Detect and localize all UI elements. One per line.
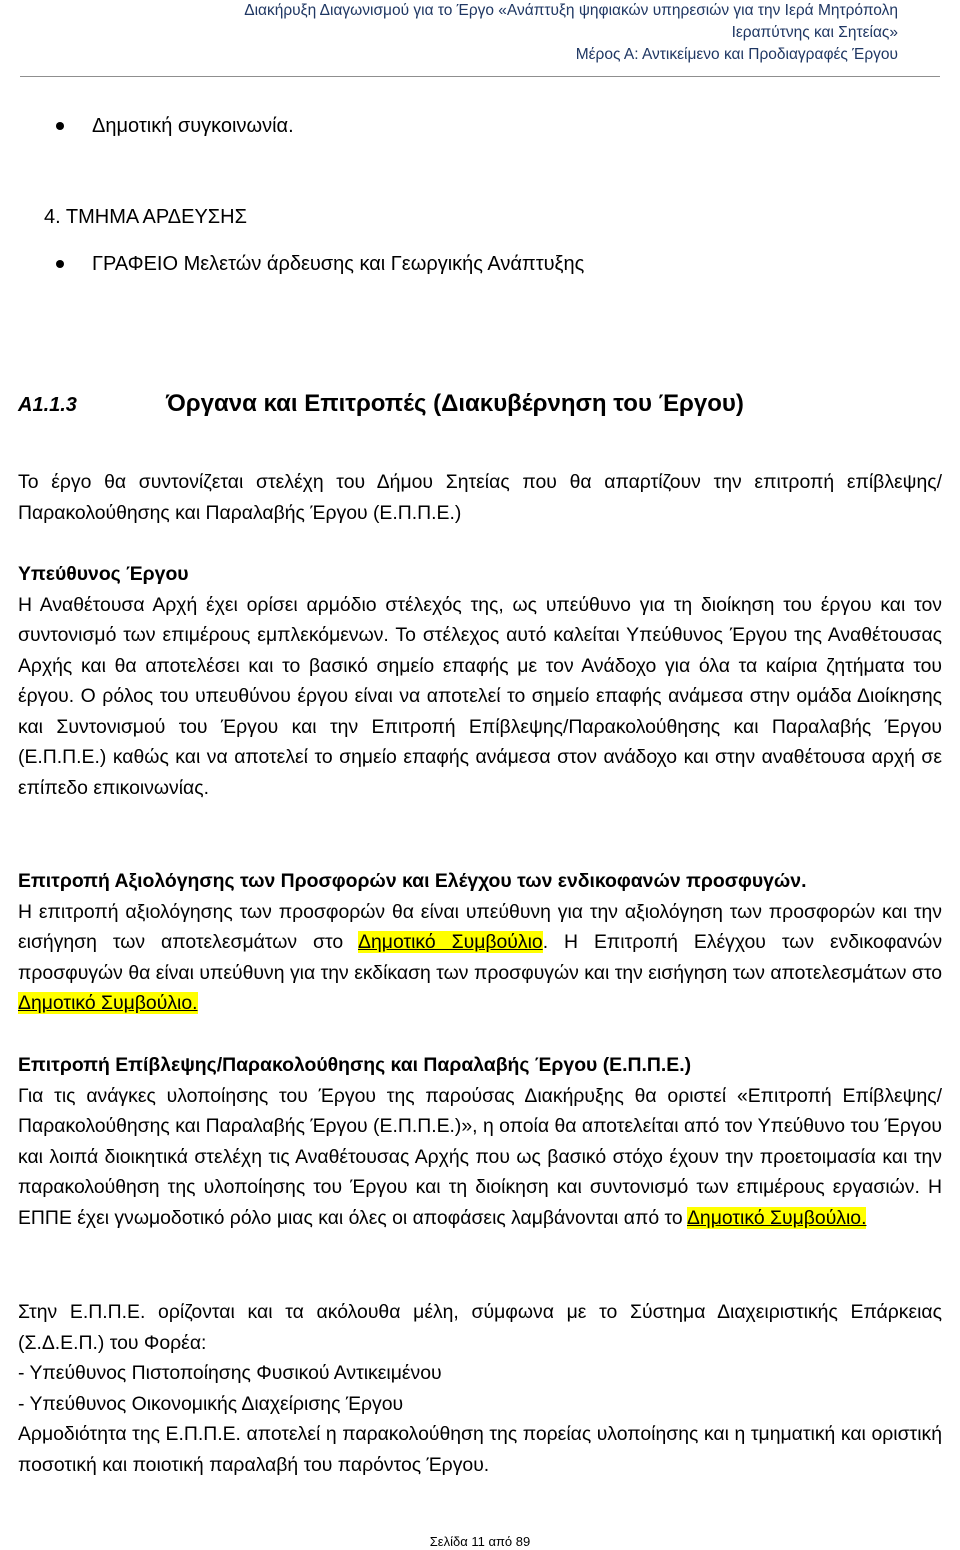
supervision-committee-body — [18, 1081, 942, 1234]
highlighted-council-3: Δημοτικό Συμβούλιο. — [686, 1206, 867, 1229]
members-section — [18, 1297, 942, 1480]
header-line-1: Διακήρυξη Διαγωνισμού για το Έργο «Ανάπτυξη ψηφιακών υπηρεσιών για την Ιερά Μητρόπολη — [244, 2, 898, 19]
intro-text: Το έργο θα συντονίζεται στελέχη του Δήμου Σητείας που θα απαρτίζουν την επιτροπή επίβλεψης/ Παρακολούθησης και Παραλαβής Έργου (Ε.Π.Π.Ε.) — [18, 471, 942, 524]
bullet-text: Δημοτική συγκοινωνία. — [92, 115, 294, 137]
evaluation-committee-heading: Επιτροπή Αξιολόγησης των Προσφορών και Ελέγχου των ενδικοφανών προσφυγών. — [18, 870, 807, 892]
section-title: Όργανα και Επιτροπές (Διακυβέρνηση του Έργου) — [166, 390, 744, 417]
evaluation-text-2: . Η Επιτροπή Ελέγχου των ενδικοφανών προσφυγών θα είναι υπεύθυνη για την εκδίκαση των προσφυγών και την εισήγηση των αποτελεσμάτων στο — [18, 931, 943, 984]
project-manager-body: Η Αναθέτουσα Αρχή έχει ορίσει αρμόδιο στέλεχός της, ως υπεύθυνο για τη διοίκηση του έργου και τον συντονισμό των επιμέρους εμπλεκόμενων. Το στέλεχος αυτό καλείται Υπεύθυνος Έργου της Αναθέτουσας Αρχής και θα αποτελέσει και το βασικό σημείο επαφής με τον Ανάδοχο για όλα τα καίρια ζητήματα του έργου. Ο ρόλος του υπευθύνου έργου είναι να αποτελεί το σημείο επαφής ανάμεσα στην ομάδα Διοίκησης και Συντονισμού του Έργου και την Επιτροπή Επίβλεψης/Παρακολούθησης και Παραλαβής Έργου (Ε.Π.Π.Ε.) καθώς και να αποτελεί το σημείο επαφής ανάμεσα στον ανάδοχο και στην αναθέτουσα αρχή σε επίπεδο επικοινωνίας. — [18, 593, 942, 799]
supervision-committee-section — [18, 1050, 942, 1233]
section-number: Α1.1.3 — [18, 394, 77, 416]
supervision-text: Για τις ανάγκες υλοποίησης του Έργου της παρούσας Διακήρυξης θα οριστεί «Επιτροπή Επίβλεψης/Παρακολούθησης και Παραλαβής Έργου (Ε.Π.Π.Ε.)», η οποία θα αποτελείται από τον Υπεύθυνο του Έργου και λοιπά διοικητικά στελέχη τις Αναθέτουσας Αρχής που ως βασικό στόχο έχουν την προετοιμασία και την παρακολούθηση της υλοποίησης του Έργου και τη διοίκηση και συντονισμό των επιμέρους εργασιών. Η ΕΠΠΕ έχει γνωμοδοτικό ρόλο μιας και όλες οι αποφάσεις λαμβάνονται από το — [18, 1084, 942, 1229]
department-heading: 4. ΤΜΗΜΑ ΑΡΔΕΥΣΗΣ — [44, 206, 247, 228]
members-item-2: - Υπεύθυνος Οικονομικής Διαχείρισης Έργου — [18, 1392, 404, 1415]
header-line-2: Ιεραπύτνης και Σητείας» — [731, 24, 898, 41]
supervision-committee-heading: Επιτροπή Επίβλεψης/Παρακολούθησης και Παραλαβής Έργου (Ε.Π.Π.Ε.) — [18, 1054, 692, 1076]
page-header — [40, 0, 898, 66]
members-closing: Αρμοδιότητα της Ε.Π.Π.Ε. αποτελεί η παρακολούθηση της πορείας υλοποίησης και η τμηματική και οριστική ποσοτική και ποιοτική παραλαβή του παρόντος Έργου. — [18, 1423, 942, 1476]
members-intro: Στην Ε.Π.Π.Ε. ορίζονται και τα ακόλουθα μέλη, σύμφωνα με το Σύστημα Διαχειριστικής Επάρκειας (Σ.Δ.Ε.Π.) του Φορέα: — [18, 1301, 942, 1354]
page-footer: Σελίδα 11 από 89 — [429, 1534, 531, 1549]
intro-paragraph — [18, 467, 942, 528]
project-manager-section — [18, 559, 942, 803]
evaluation-committee-body — [18, 897, 942, 1019]
bullet-icon — [56, 260, 64, 268]
highlighted-council-2: Δημοτικό Συμβούλιο. — [18, 992, 198, 1014]
header-divider — [20, 76, 940, 77]
evaluation-text-1: Η επιτροπή αξιολόγησης των προσφορών θα είναι υπεύθυνη για την αξιολόγηση των προσφορών και την εισήγηση των αποτελεσμάτων στο — [18, 900, 942, 953]
highlighted-council-1: Δημοτικό Συμβούλιο — [358, 931, 543, 953]
bullet-text: ΓΡΑΦΕΙΟ Μελετών άρδευσης και Γεωργικής Ανάπτυξης — [92, 253, 585, 275]
evaluation-committee-section — [18, 866, 942, 1019]
header-line-3: Μέρος Α: Αντικείμενο και Προδιαγραφές Έργου — [575, 46, 898, 63]
section-heading — [18, 390, 942, 424]
project-manager-heading: Υπεύθυνος Έργου — [18, 563, 189, 585]
members-item-1: - Υπεύθυνος Πιστοποίησης Φυσικού Αντικειμένου — [18, 1362, 442, 1384]
bullet-icon — [56, 122, 64, 130]
